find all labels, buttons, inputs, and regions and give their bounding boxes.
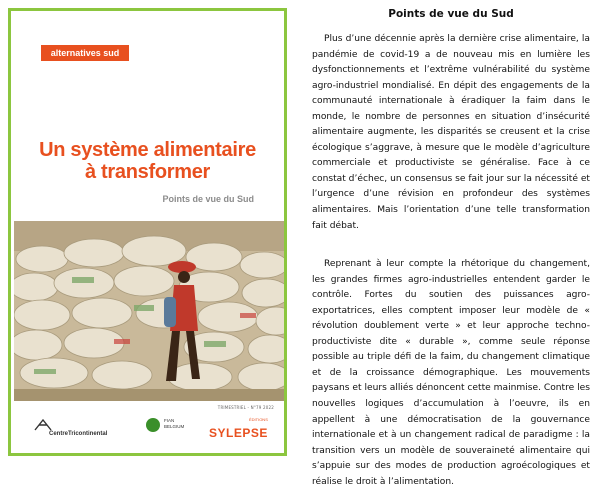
issue-number: TRIMESTRIEL - N°79 2022 [217,405,274,410]
cover-title [21,139,274,183]
fian-label [164,418,184,430]
cover-footer [11,403,284,453]
book-cover [8,8,287,456]
cover-photo [14,221,287,401]
cover-subtitle: Points de vue du Sud [162,194,254,204]
fian-circle-icon [146,418,160,432]
star-logo-icon [33,418,53,432]
article-paragraph-2: Reprenant à leur compte la rhétorique du changement, les grandes firmes agro-industrielles entendent garder le contrôle. Fortes du soutien des puissances agro-exportatrices, elles comptent imposer leur modèle de « révolution doublement verte » et leur approche techno-productiviste dite « durable », comme seule réponse possible au triple défi de la faim, du changement climatique et de la croissance démographique. Les mouvements paysans et leurs alliés dénoncent cette mainmise. Contre les nouvelles logiques d’accumulation à l’oeuvre, ils en appellent à une démocratisation de la gouvernance internationale et à un changement radical de paradigme : la transition vers un modèle de souveraineté alimentaire qui s’appuie sur des modes de production agroécologiques et réalise le droit à l’alimentation. [312,259,590,487]
fian-label-line1: FIAN [164,418,175,423]
article-paragraph-1: Plus d’une décennie après la dernière crise alimentaire, la pandémie de covid-19 a de nouveau mis en lumière les dysfonctionnements et l’extrême vulnérabilité du système agro-industriel mondialisé. En dépit des engagements de la communauté internationale à éradiquer la faim dans le monde, le nombre de personnes en situation d’insécurité alimentaire augmente, les disparités se creusent et la crise écologique s’aggrave, à mesure que le modèle d’agriculture commerciale et productiviste se généralise. Face à ce constat d’échec, un consensus se fait jour sur la nécessité et l’urgence d’une révision en profondeur des systèmes alimentaires. Mais l’orientation d’une telle transformation fait débat. [312,34,590,231]
syllepse-logo [209,417,268,441]
fian-logo [146,417,185,436]
cover-title-line1: Un système alimentaire [39,139,256,161]
series-tag: alternatives sud [41,45,129,61]
cover-title-line2: à transformer [84,161,211,183]
article-column [312,8,590,490]
centre-tricontinental-logo [33,417,108,437]
grain-sacks-photo-illustration [14,221,287,401]
centre-tricontinental-label: CentreTricontinental [49,431,108,437]
fian-label-line2: BELGIUM [164,424,185,429]
syllepse-label: SYLEPSE [209,426,268,440]
syllepse-small-label: ÉDITIONS [248,417,268,422]
article-title: Points de vue du Sud [388,8,514,20]
